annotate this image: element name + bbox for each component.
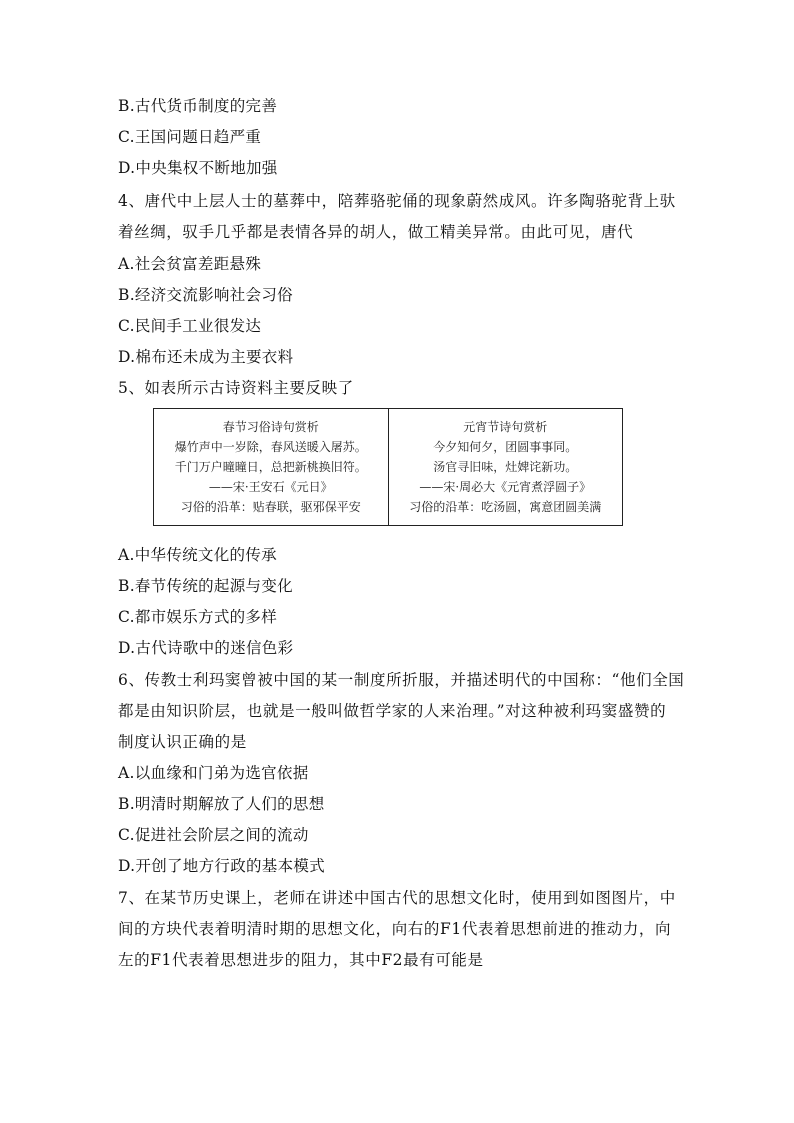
poem-table xyxy=(153,408,623,526)
q4-option-a: A.社会贫富差距悬殊 xyxy=(118,255,262,273)
left-cell-line: 爆竹声中一岁除，春风送暖入屠苏。 xyxy=(174,440,367,454)
q7-stem-line-3: 左的F1代表着思想进步的阻力，其中F2最有可能是 xyxy=(118,951,484,969)
q5-stem: 5、如表所示古诗资料主要反映了 xyxy=(118,379,354,397)
q4-option-b: B.经济交流影响社会习俗 xyxy=(118,286,293,304)
poem-table-left-cell xyxy=(154,409,388,525)
q4-stem-line-2: 着丝绸，驭手几乎都是表情各异的胡人，做工精美异常。由此可见，唐代 xyxy=(118,223,634,241)
right-cell-title: 元宵节诗句赏析 xyxy=(463,420,548,434)
q6-option-c: C.促进社会阶层之间的流动 xyxy=(118,826,309,844)
q6-stem-line-2: 都是由知识阶层，也就是一般叫做哲学家的人来治理。”对这种被利玛窦盛赞的 xyxy=(118,702,667,720)
q5-option-a: A.中华传统文化的传承 xyxy=(118,546,277,564)
left-cell-title: 春节习俗诗句赏析 xyxy=(222,420,319,434)
q3-option-c: C.王国问题日趋严重 xyxy=(118,128,262,146)
poem-table-right-cell xyxy=(388,409,623,525)
right-cell-line: 今夕知何夕，团圆事事同。 xyxy=(433,440,578,454)
q6-option-a: A.以血缘和门弟为选官依据 xyxy=(118,764,309,782)
right-cell-line: 汤官寻旧味，灶婢诧新功。 xyxy=(433,460,578,474)
q7-stem-line-2: 间的方块代表着明清时期的思想文化，向右的F1代表着思想前进的推动力，向 xyxy=(118,920,672,938)
q4-stem-line-1: 4、唐代中上层人士的墓葬中，陪葬骆驼俑的现象蔚然成风。许多陶骆驼背上驮 xyxy=(118,192,676,210)
q5-option-d: D.古代诗歌中的迷信色彩 xyxy=(118,639,294,657)
q4-option-c: C.民间手工业很发达 xyxy=(118,317,262,335)
q3-option-d: D.中央集权不断地加强 xyxy=(118,159,278,177)
q6-option-b: B.明清时期解放了人们的思想 xyxy=(118,795,325,813)
q6-stem-line-1: 6、传教士利玛窦曾被中国的某一制度所折服，并描述明代的中国称：“他们全国 xyxy=(118,671,685,689)
q4-option-d: D.棉布还未成为主要衣料 xyxy=(118,348,294,366)
q6-stem-line-3: 制度认识正确的是 xyxy=(118,733,247,751)
left-cell-custom: 习俗的沿革：贴春联，驱邪保平安 xyxy=(180,500,361,514)
q6-option-d: D.开创了地方行政的基本模式 xyxy=(118,857,326,875)
right-cell-source: ——宋·周必大《元宵煮浮圆子》 xyxy=(419,480,592,494)
left-cell-source: ——宋·王安石《元日》 xyxy=(208,480,333,494)
q7-stem-line-1: 7、在某节历史课上，老师在讲述中国古代的思想文化时，使用到如图图片，中 xyxy=(118,889,676,907)
q5-option-b: B.春节传统的起源与变化 xyxy=(118,577,293,595)
q5-option-c: C.都市娱乐方式的多样 xyxy=(118,608,278,626)
left-cell-line: 千门万户曈曈日，总把新桃换旧符。 xyxy=(174,460,367,474)
q3-option-b: B.古代货币制度的完善 xyxy=(118,97,278,115)
right-cell-custom: 习俗的沿革：吃汤圆，寓意团圆美满 xyxy=(409,500,602,514)
